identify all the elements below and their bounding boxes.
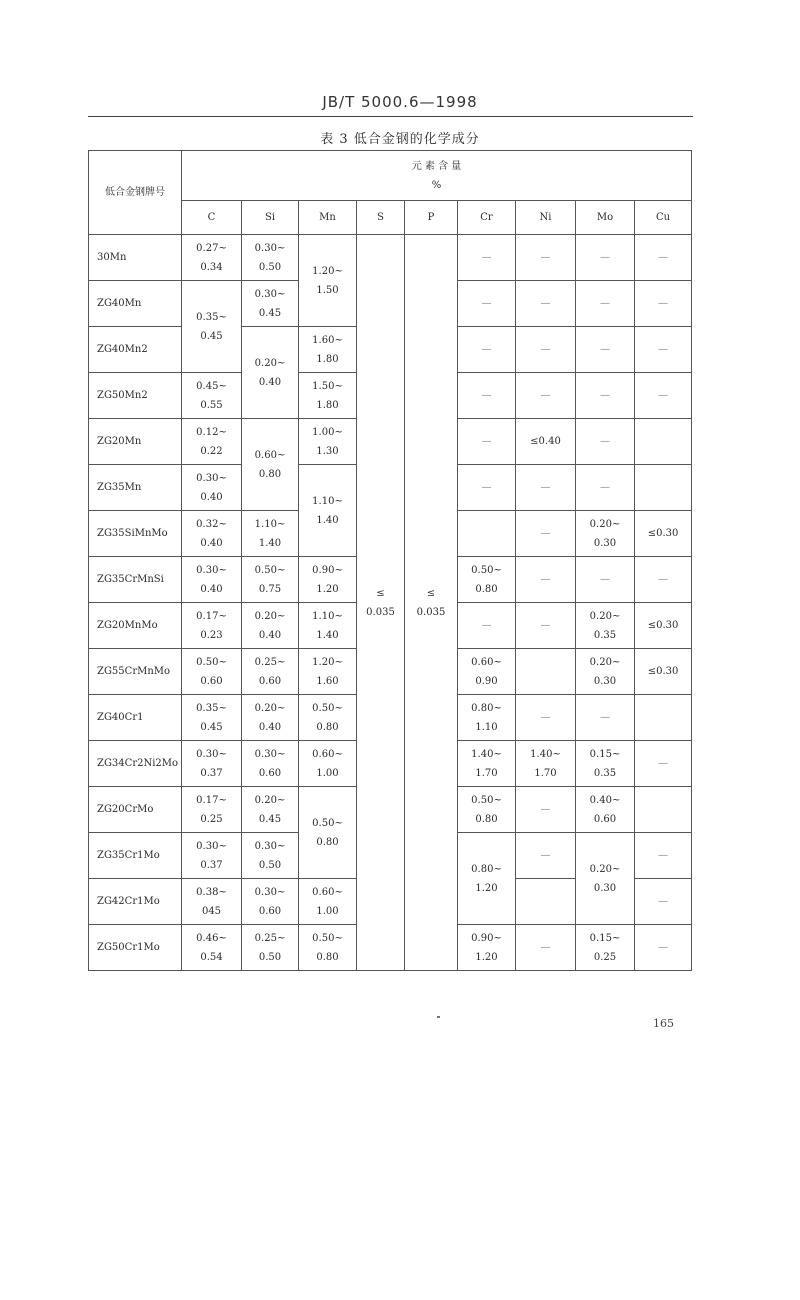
scan-speck bbox=[437, 1016, 440, 1018]
value-cell-c: 0.35~ 0.45 bbox=[182, 695, 242, 741]
value-cell-c: 0.38~ 045 bbox=[182, 879, 242, 925]
value-cell-mn: 1.20~ 1.50 bbox=[299, 235, 357, 327]
grade-cell: 30Mn bbox=[89, 235, 182, 281]
value-cell-mn: 0.50~ 0.80 bbox=[299, 925, 357, 971]
table-title: 表 3 低合金钢的化学成分 bbox=[320, 132, 480, 147]
value-cell-mo: — bbox=[576, 235, 635, 281]
grade-cell: ZG40Mn bbox=[89, 281, 182, 327]
value-cell-cr: 0.80~ 1.20 bbox=[458, 833, 516, 925]
value-cell-cr: 0.80~ 1.10 bbox=[458, 695, 516, 741]
value-cell-mo: 0.40~ 0.60 bbox=[576, 787, 635, 833]
value-cell-cu: — bbox=[635, 833, 692, 879]
value-cell-ni bbox=[516, 649, 576, 695]
value-cell-si: 1.10~ 1.40 bbox=[242, 511, 299, 557]
grade-cell: ZG40Cr1 bbox=[89, 695, 182, 741]
value-cell-mo: 0.15~ 0.25 bbox=[576, 925, 635, 971]
value-cell-mo: 0.20~ 0.30 bbox=[576, 511, 635, 557]
value-cell-cr: 0.50~ 0.80 bbox=[458, 787, 516, 833]
column-header-cu: Cu bbox=[635, 201, 692, 235]
value-cell-mn: 1.10~ 1.40 bbox=[299, 603, 357, 649]
value-cell-ni: 1.40~ 1.70 bbox=[516, 741, 576, 787]
value-cell-mo: 0.20~ 0.35 bbox=[576, 603, 635, 649]
value-cell-si: 0.30~ 0.60 bbox=[242, 879, 299, 925]
value-cell-mn: 0.50~ 0.80 bbox=[299, 695, 357, 741]
value-cell-mn: 1.00~ 1.30 bbox=[299, 419, 357, 465]
value-cell-mn: 1.50~ 1.80 bbox=[299, 373, 357, 419]
grade-cell: ZG20Mn bbox=[89, 419, 182, 465]
value-cell-cu bbox=[635, 695, 692, 741]
value-cell-c: 0.17~ 0.25 bbox=[182, 787, 242, 833]
value-cell-c: 0.46~ 0.54 bbox=[182, 925, 242, 971]
value-cell-si: 0.20~ 0.40 bbox=[242, 603, 299, 649]
grade-cell: ZG20MnMo bbox=[89, 603, 182, 649]
value-cell-ni: — bbox=[516, 925, 576, 971]
value-cell-mo: — bbox=[576, 465, 635, 511]
value-cell-mo: — bbox=[576, 557, 635, 603]
value-cell-si: 0.25~ 0.60 bbox=[242, 649, 299, 695]
value-cell-c: 0.12~ 0.22 bbox=[182, 419, 242, 465]
value-cell-si: 0.25~ 0.50 bbox=[242, 925, 299, 971]
column-header-mn: Mn bbox=[299, 201, 357, 235]
grade-cell: ZG40Mn2 bbox=[89, 327, 182, 373]
value-cell-c: 0.27~ 0.34 bbox=[182, 235, 242, 281]
value-cell-si: 0.30~ 0.60 bbox=[242, 741, 299, 787]
value-cell-s: ≤ 0.035 bbox=[357, 235, 405, 971]
value-cell-cu bbox=[635, 465, 692, 511]
value-cell-c: 0.50~ 0.60 bbox=[182, 649, 242, 695]
grade-cell: ZG55CrMnMo bbox=[89, 649, 182, 695]
element-content-header: 元 素 含 量 % bbox=[182, 151, 692, 201]
grade-cell: ZG35SiMnMo bbox=[89, 511, 182, 557]
grade-cell: ZG35Cr1Mo bbox=[89, 833, 182, 879]
value-cell-ni: — bbox=[516, 373, 576, 419]
value-cell-mn: 1.20~ 1.60 bbox=[299, 649, 357, 695]
column-header-p: P bbox=[405, 201, 458, 235]
value-cell-mn: 0.60~ 1.00 bbox=[299, 879, 357, 925]
value-cell-ni: — bbox=[516, 557, 576, 603]
value-cell-cu: — bbox=[635, 235, 692, 281]
column-header-mo: Mo bbox=[576, 201, 635, 235]
value-cell-c: 0.30~ 0.37 bbox=[182, 741, 242, 787]
value-cell-c: 0.17~ 0.23 bbox=[182, 603, 242, 649]
value-cell-ni: — bbox=[516, 235, 576, 281]
value-cell-cr: — bbox=[458, 603, 516, 649]
value-cell-cr: — bbox=[458, 235, 516, 281]
chemical-composition-table bbox=[88, 150, 692, 971]
column-header-si: Si bbox=[242, 201, 299, 235]
value-cell-si: 0.30~ 0.45 bbox=[242, 281, 299, 327]
value-cell-ni: — bbox=[516, 603, 576, 649]
value-cell-cu bbox=[635, 787, 692, 833]
value-cell-cr: 0.50~ 0.80 bbox=[458, 557, 516, 603]
value-cell-si: 0.30~ 0.50 bbox=[242, 235, 299, 281]
value-cell-cr: 0.60~ 0.90 bbox=[458, 649, 516, 695]
value-cell-mn: 0.60~ 1.00 bbox=[299, 741, 357, 787]
value-cell-cu: — bbox=[635, 741, 692, 787]
header-rule bbox=[88, 116, 693, 117]
value-cell-cr: — bbox=[458, 281, 516, 327]
value-cell-cr: — bbox=[458, 419, 516, 465]
value-cell-mn: 0.50~ 0.80 bbox=[299, 787, 357, 879]
grade-cell: ZG35CrMnSi bbox=[89, 557, 182, 603]
value-cell-mo: — bbox=[576, 327, 635, 373]
value-cell-mo: — bbox=[576, 373, 635, 419]
value-cell-cr: — bbox=[458, 327, 516, 373]
value-cell-ni: — bbox=[516, 327, 576, 373]
value-cell-mo: 0.15~ 0.35 bbox=[576, 741, 635, 787]
value-cell-ni: — bbox=[516, 511, 576, 557]
column-header-c: C bbox=[182, 201, 242, 235]
value-cell-mo: — bbox=[576, 281, 635, 327]
value-cell-cu: — bbox=[635, 327, 692, 373]
value-cell-c: 0.30~ 0.40 bbox=[182, 557, 242, 603]
value-cell-ni: — bbox=[516, 281, 576, 327]
grade-cell: ZG35Mn bbox=[89, 465, 182, 511]
value-cell-cu: ≤0.30 bbox=[635, 511, 692, 557]
column-header-cr: Cr bbox=[458, 201, 516, 235]
value-cell-ni: — bbox=[516, 787, 576, 833]
value-cell-mn: 1.10~ 1.40 bbox=[299, 465, 357, 557]
value-cell-si: 0.20~ 0.40 bbox=[242, 695, 299, 741]
value-cell-mo: 0.20~ 0.30 bbox=[576, 833, 635, 925]
value-cell-ni: — bbox=[516, 465, 576, 511]
value-cell-cu: — bbox=[635, 373, 692, 419]
page-number: 165 bbox=[653, 1017, 674, 1030]
value-cell-c: 0.45~ 0.55 bbox=[182, 373, 242, 419]
value-cell-cu: — bbox=[635, 879, 692, 925]
value-cell-cr: — bbox=[458, 465, 516, 511]
value-cell-cu: ≤0.30 bbox=[635, 603, 692, 649]
grade-column-header: 低合金钢牌号 bbox=[89, 151, 182, 235]
value-cell-si: 0.50~ 0.75 bbox=[242, 557, 299, 603]
value-cell-c: 0.30~ 0.40 bbox=[182, 465, 242, 511]
value-cell-ni: ≤0.40 bbox=[516, 419, 576, 465]
value-cell-cr: 1.40~ 1.70 bbox=[458, 741, 516, 787]
value-cell-c: 0.35~ 0.45 bbox=[182, 281, 242, 373]
grade-cell: ZG20CrMo bbox=[89, 787, 182, 833]
document-code: JB/T 5000.6—1998 bbox=[322, 93, 478, 111]
value-cell-c: 0.32~ 0.40 bbox=[182, 511, 242, 557]
value-cell-mo: — bbox=[576, 419, 635, 465]
value-cell-mo: — bbox=[576, 695, 635, 741]
grade-cell: ZG50Mn2 bbox=[89, 373, 182, 419]
value-cell-ni: — bbox=[516, 833, 576, 879]
column-header-s: S bbox=[357, 201, 405, 235]
column-header-ni: Ni bbox=[516, 201, 576, 235]
value-cell-ni bbox=[516, 879, 576, 925]
grade-cell: ZG42Cr1Mo bbox=[89, 879, 182, 925]
value-cell-mn: 0.90~ 1.20 bbox=[299, 557, 357, 603]
value-cell-cr: — bbox=[458, 373, 516, 419]
value-cell-cu: — bbox=[635, 557, 692, 603]
value-cell-ni: — bbox=[516, 695, 576, 741]
grade-cell: ZG50Cr1Mo bbox=[89, 925, 182, 971]
value-cell-cu: — bbox=[635, 281, 692, 327]
value-cell-cu bbox=[635, 419, 692, 465]
value-cell-mn: 1.60~ 1.80 bbox=[299, 327, 357, 373]
grade-cell: ZG34Cr2Ni2Mo bbox=[89, 741, 182, 787]
value-cell-c: 0.30~ 0.37 bbox=[182, 833, 242, 879]
value-cell-cu: — bbox=[635, 925, 692, 971]
value-cell-cr: 0.90~ 1.20 bbox=[458, 925, 516, 971]
value-cell-si: 0.20~ 0.45 bbox=[242, 787, 299, 833]
value-cell-si: 0.20~ 0.40 bbox=[242, 327, 299, 419]
value-cell-p: ≤ 0.035 bbox=[405, 235, 458, 971]
value-cell-mo: 0.20~ 0.30 bbox=[576, 649, 635, 695]
value-cell-si: 0.60~ 0.80 bbox=[242, 419, 299, 511]
value-cell-cr bbox=[458, 511, 516, 557]
value-cell-si: 0.30~ 0.50 bbox=[242, 833, 299, 879]
value-cell-cu: ≤0.30 bbox=[635, 649, 692, 695]
